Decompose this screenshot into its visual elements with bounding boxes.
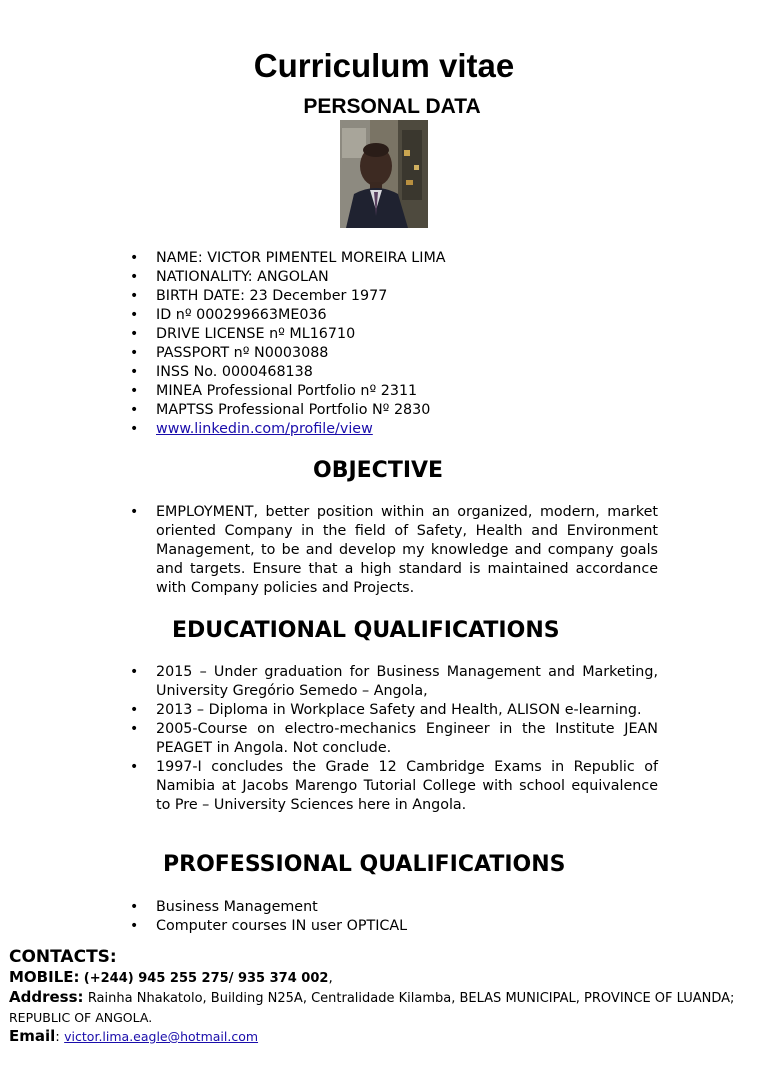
education-heading: EDUCATIONAL QUALIFICATIONS: [172, 618, 560, 643]
personal-data-list: [118, 249, 658, 439]
list-item: • NAME: VICTOR PIMENTEL MOREIRA LIMA: [118, 249, 658, 268]
list-item: • Computer courses IN user OPTICAL: [118, 917, 658, 936]
mobile-line: [9, 968, 759, 988]
address-label: Address:: [9, 988, 84, 1006]
mobile-suffix: ,: [328, 970, 333, 986]
objective-heading: OBJECTIVE: [313, 458, 444, 483]
education-list: [118, 663, 658, 815]
mobile-value: (+244) 945 255 275/ 935 374 002: [83, 971, 329, 986]
linkedin-link[interactable]: www.linkedin.com/profile/view: [156, 421, 373, 437]
list-item: • DRIVE LICENSE nº ML16710: [118, 325, 658, 344]
contacts-section: [9, 946, 759, 1047]
email-link[interactable]: victor.lima.eagle@hotmail.com: [64, 1029, 259, 1044]
list-item: • PASSPORT nº N0003088: [118, 344, 658, 363]
profile-photo: [340, 120, 428, 228]
list-item: • ID nº 000299663ME036: [118, 306, 658, 325]
email-colon: :: [55, 1029, 60, 1045]
address-line: [9, 988, 759, 1008]
professional-list: [118, 898, 658, 936]
list-item: • 2015 – Under graduation for Business Management and Marketing, University Gregório Semedo – Angola,: [118, 663, 658, 701]
list-item: • BIRTH DATE: 23 December 1977: [118, 287, 658, 306]
list-item: • 1997-I concludes the Grade 12 Cambridge Exams in Republic of Namibia at Jacobs Marengo Tutorial College with school equivalence to Pre – University Sciences here in Angola.: [118, 758, 658, 815]
objective-list: [118, 503, 658, 598]
mobile-label: MOBILE:: [9, 968, 80, 986]
address-value: Rainha Nhakatolo, Building N25A, Centralidade Kilamba, BELAS MUNICIPAL, PROVINCE OF LUANDA;: [87, 991, 735, 1006]
list-item-linkedin: [118, 420, 658, 439]
list-item: • 2005-Course on electro-mechanics Engineer in the Institute JEAN PEAGET in Angola. Not conclude.: [118, 720, 658, 758]
list-item: • MINEA Professional Portfolio nº 2311: [118, 382, 658, 401]
professional-heading: PROFESSIONAL QUALIFICATIONS: [163, 852, 566, 877]
document-title: Curriculum vitae: [253, 47, 515, 84]
email-line: [9, 1027, 759, 1047]
email-label: Email: [9, 1027, 56, 1045]
list-item: • Business Management: [118, 898, 658, 917]
list-item: • INSS No. 0000468138: [118, 363, 658, 382]
list-item: • NATIONALITY: ANGOLAN: [118, 268, 658, 287]
personal-data-heading: PERSONAL DATA: [303, 95, 481, 118]
list-item: • MAPTSS Professional Portfolio Nº 2830: [118, 401, 658, 420]
list-item: • EMPLOYMENT, better position within an organized, modern, market oriented Company in the field of Safety, Health and Environment Management, to be and develop my knowledge and company goals and targets. Ensure that a high standard is maintained accordance with Company policies and Projects.: [118, 503, 658, 598]
address-line-2: REPUBLIC OF ANGOLA.: [9, 1010, 153, 1025]
list-item: • 2013 – Diploma in Workplace Safety and Health, ALISON e-learning.: [118, 701, 658, 720]
contacts-heading: CONTACTS:: [9, 947, 117, 967]
